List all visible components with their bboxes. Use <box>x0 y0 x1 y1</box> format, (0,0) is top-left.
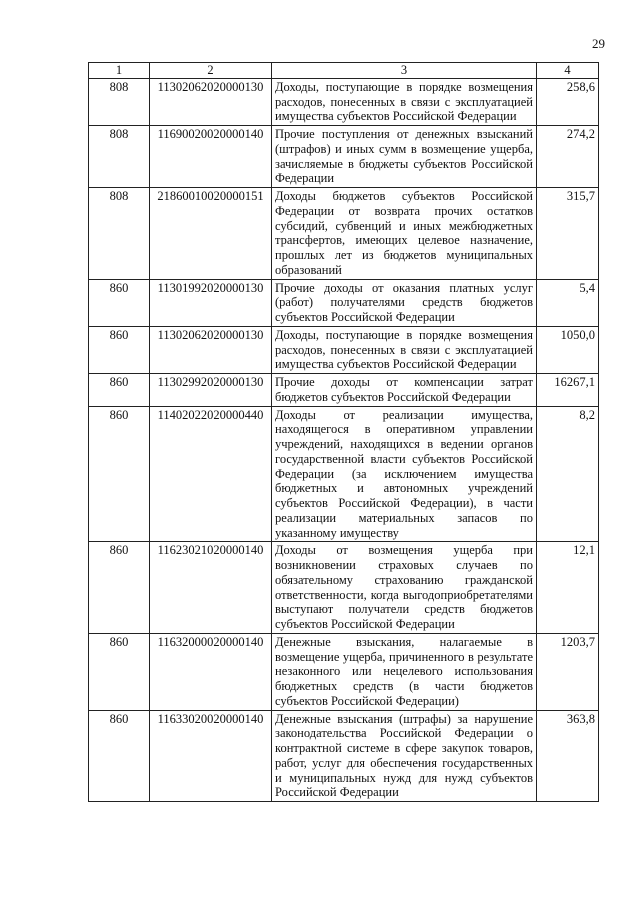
amount-cell: 16267,1 <box>537 374 599 407</box>
budget-code-cell: 11302992020000130 <box>150 374 272 407</box>
table-row <box>89 406 599 542</box>
admin-code-cell: 808 <box>89 188 150 280</box>
table-row <box>89 188 599 280</box>
column-header-4: 4 <box>537 63 599 79</box>
revenue-description-cell: Доходы, поступающие в порядке возмещения расходов, понесенных в связи с эксплуатацией имущества субъектов Российской Федерации <box>272 326 537 373</box>
revenue-description-cell: Доходы бюджетов субъектов Российской Федерации от возврата прочих остатков субсидий, субвенций и иных межбюджетных трансфертов, имеющих целевое назначение, прошлых лет из бюджетов муниципальных образований <box>272 188 537 280</box>
amount-cell: 12,1 <box>537 542 599 634</box>
amount-cell: 363,8 <box>537 710 599 802</box>
amount-cell: 8,2 <box>537 406 599 542</box>
table-row <box>89 542 599 634</box>
budget-code-cell: 11302062020000130 <box>150 78 272 125</box>
admin-code-cell: 808 <box>89 126 150 188</box>
admin-code-cell: 860 <box>89 542 150 634</box>
amount-cell: 1203,7 <box>537 633 599 710</box>
table-row <box>89 279 599 326</box>
table-row <box>89 78 599 125</box>
amount-cell: 274,2 <box>537 126 599 188</box>
admin-code-cell: 860 <box>89 633 150 710</box>
revenue-description-cell: Прочие доходы от компенсации затрат бюджетов субъектов Российской Федерации <box>272 374 537 407</box>
budget-code-cell: 11402022020000440 <box>150 406 272 542</box>
revenue-description-cell: Прочие доходы от оказания платных услуг (работ) получателями средств бюджетов субъектов Российской Федерации <box>272 279 537 326</box>
admin-code-cell: 860 <box>89 710 150 802</box>
amount-cell: 5,4 <box>537 279 599 326</box>
revenue-description-cell: Денежные взыскания (штрафы) за нарушение законодательства Российской Федерации о контрактной системе в сфере закупок товаров, работ, услуг для обеспечения государственных и муниципальных нужд для нужд субъектов Российской Федерации <box>272 710 537 802</box>
revenue-description-cell: Денежные взыскания, налагаемые в возмещение ущерба, причиненного в результате незаконного или нецелевого использования бюджетных средств (в части бюджетов субъектов Российской Федерации) <box>272 633 537 710</box>
budget-code-cell: 11633020020000140 <box>150 710 272 802</box>
table-row <box>89 633 599 710</box>
admin-code-cell: 860 <box>89 406 150 542</box>
budget-code-cell: 11623021020000140 <box>150 542 272 634</box>
table-row <box>89 710 599 802</box>
admin-code-cell: 860 <box>89 279 150 326</box>
budget-code-cell: 11302062020000130 <box>150 326 272 373</box>
budget-code-cell: 11632000020000140 <box>150 633 272 710</box>
table-row <box>89 326 599 373</box>
revenue-description-cell: Доходы от возмещения ущерба при возникновении страховых случаев по обязательному страхованию гражданской ответственности, когда выгодоприобретателями выступают получатели средств бюджетов субъектов Российской Федерации <box>272 542 537 634</box>
revenue-description-cell: Доходы от реализации имущества, находящегося в оперативном управлении учреждений, находящихся в ведении органов государственной власти субъектов Российской Федерации (за исключением имущества бюджетных и автономных учреждений субъектов Российской Федерации), в части реализации материальных запасов по указанному имуществу <box>272 406 537 542</box>
revenue-table <box>88 62 599 802</box>
revenue-description-cell: Доходы, поступающие в порядке возмещения расходов, понесенных в связи с эксплуатацией имущества субъектов Российской Федерации <box>272 78 537 125</box>
revenue-description-cell: Прочие поступления от денежных взысканий (штрафов) и иных сумм в возмещение ущерба, зачисляемые в бюджеты субъектов Российской Федерации <box>272 126 537 188</box>
column-header-2: 2 <box>150 63 272 79</box>
table-header-row <box>89 63 599 79</box>
table-row <box>89 374 599 407</box>
page-number: 29 <box>592 36 605 51</box>
table-row <box>89 126 599 188</box>
budget-code-cell: 11301992020000130 <box>150 279 272 326</box>
budget-code-cell: 21860010020000151 <box>150 188 272 280</box>
admin-code-cell: 808 <box>89 78 150 125</box>
column-header-1: 1 <box>89 63 150 79</box>
amount-cell: 1050,0 <box>537 326 599 373</box>
column-header-3: 3 <box>272 63 537 79</box>
amount-cell: 315,7 <box>537 188 599 280</box>
admin-code-cell: 860 <box>89 326 150 373</box>
budget-code-cell: 11690020020000140 <box>150 126 272 188</box>
amount-cell: 258,6 <box>537 78 599 125</box>
admin-code-cell: 860 <box>89 374 150 407</box>
